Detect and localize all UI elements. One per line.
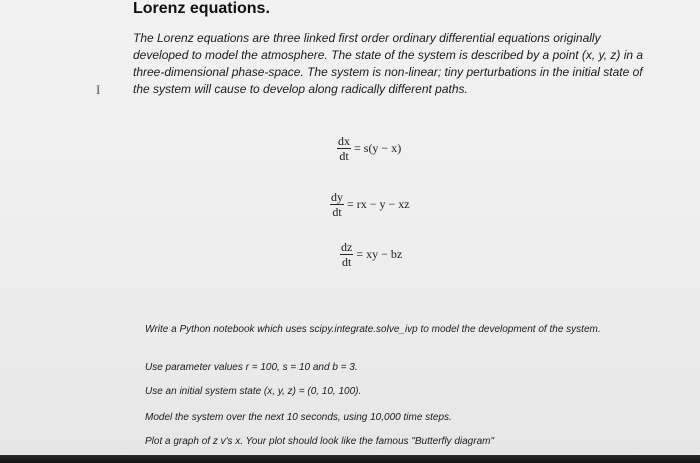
equation-dx (337, 134, 401, 163)
equation-rhs: = s(y − x) (354, 141, 402, 155)
denominator: dt (339, 149, 349, 163)
task-instruction-time-steps: Model the system over the next 10 seconds, using 10,000 time steps. (145, 412, 452, 423)
page-title: Lorenz equations. (133, 0, 270, 17)
derivative-fraction (330, 190, 344, 219)
derivative-fraction (340, 240, 353, 269)
denominator: dt (332, 205, 342, 219)
equation-rhs: = xy − bz (356, 247, 403, 261)
numerator: dz (341, 240, 353, 254)
task-instruction-plot: Plot a graph of z v's x. Your plot should look like the famous "Butterfly diagram" (145, 436, 495, 447)
intro-paragraph: The Lorenz equations are three linked first order ordinary differential equations originally developed to model the atmosphere. The state of the system is described by a point (x, y, z) in a three-dimensional phase-space. The system is non-linear; tiny perturbations in the initial state of the system will cause to develop along radically different paths. (133, 31, 644, 96)
task-instruction-parameters: Use parameter values r = 100, s = 10 and b = 3. (145, 362, 358, 373)
equation-dy (330, 190, 410, 219)
derivative-fraction (337, 134, 351, 163)
numerator: dy (331, 190, 343, 204)
task-instruction-notebook: Write a Python notebook which uses scipy.integrate.solve_ivp to model the development of the system. (145, 324, 601, 335)
denominator: dt (341, 255, 352, 269)
equation-rhs: = rx − y − xz (347, 197, 410, 211)
numerator: dx (338, 134, 350, 148)
screen-bottom-edge (0, 455, 700, 463)
text-cursor-icon: I (96, 82, 101, 97)
equation-dz (340, 240, 402, 269)
task-instruction-initial-state: Use an initial system state (x, y, z) = (0, 10, 100). (145, 386, 362, 397)
